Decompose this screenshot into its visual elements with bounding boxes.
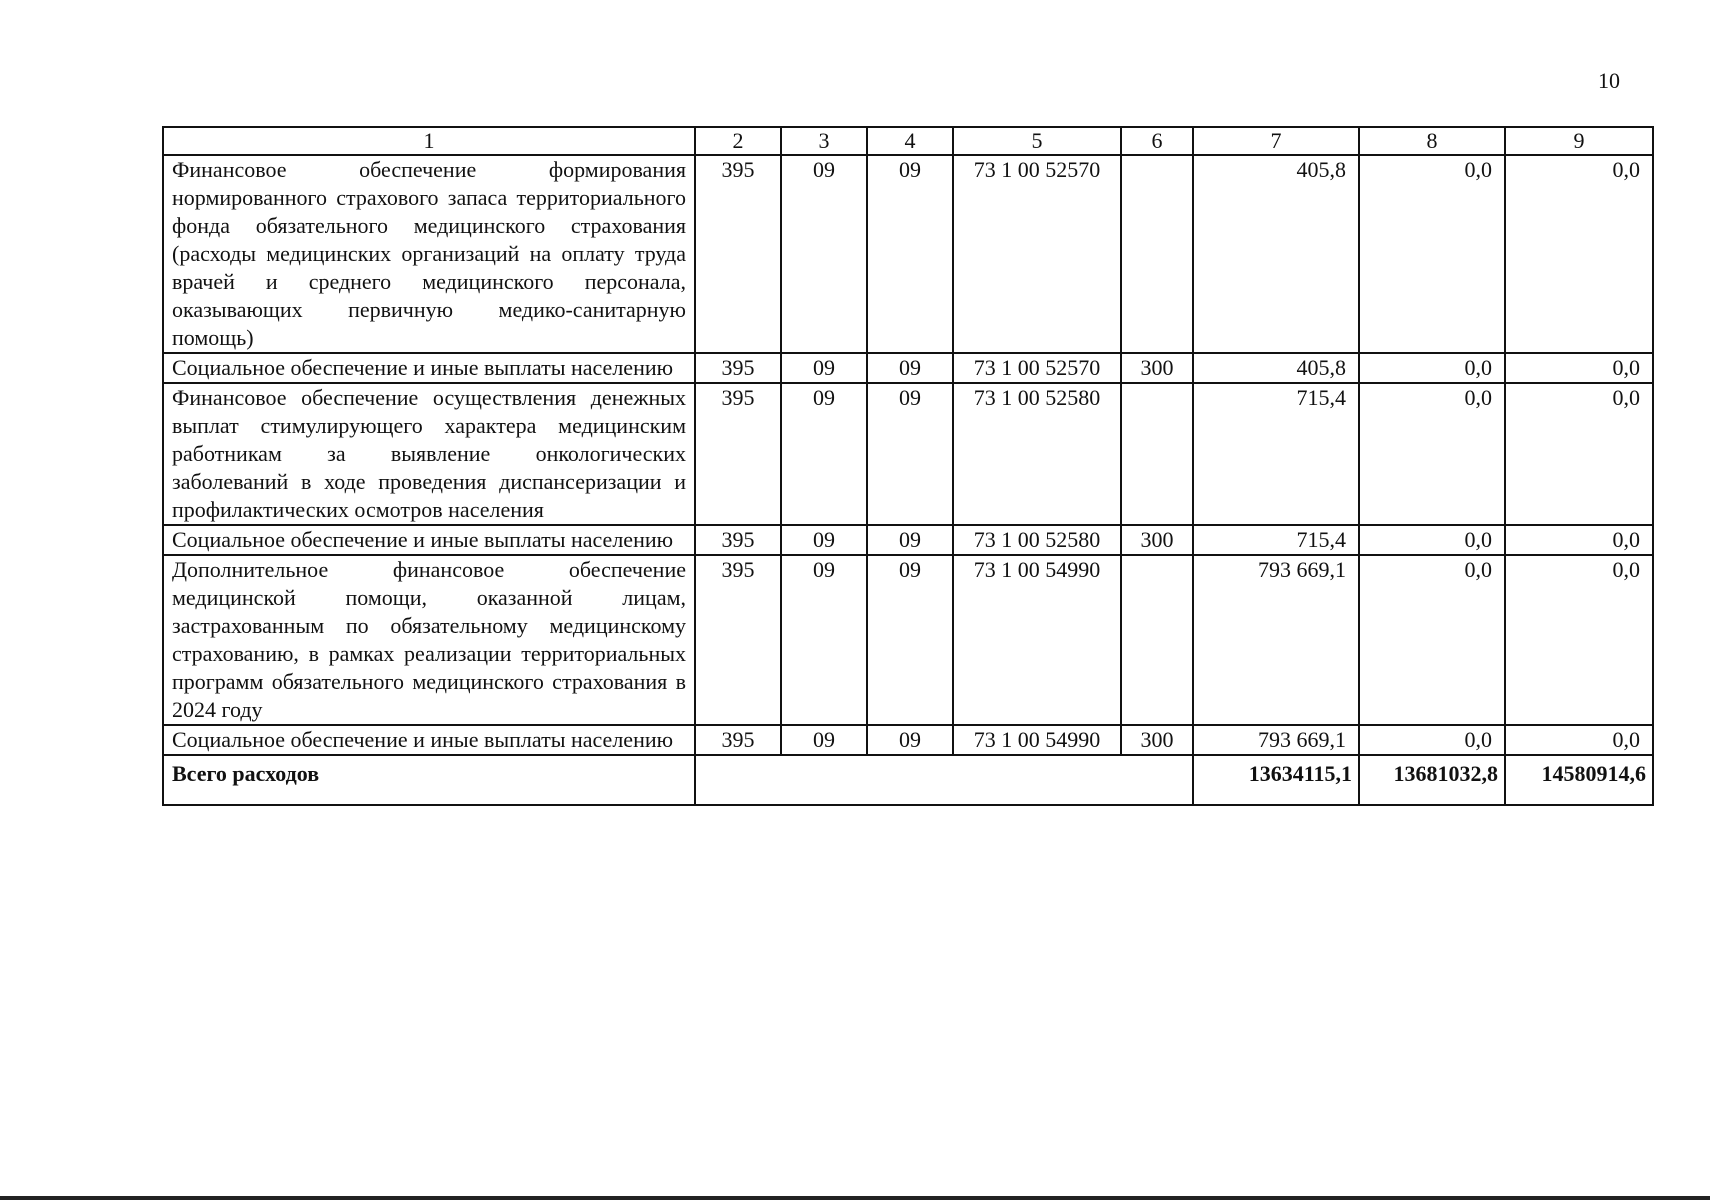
target-item-code: 73 1 00 54990	[953, 725, 1121, 755]
target-item-code: 73 1 00 52570	[953, 155, 1121, 353]
expense-type-code	[1121, 555, 1193, 725]
total-col8: 13681032,8	[1359, 755, 1505, 805]
column-header: 9	[1505, 127, 1653, 155]
column-header: 8	[1359, 127, 1505, 155]
total-label: Всего расходов	[163, 755, 695, 805]
total-empty-span	[695, 755, 1193, 805]
page-number: 10	[1598, 68, 1620, 93]
table-row	[163, 555, 1653, 725]
expense-type-code	[1121, 155, 1193, 353]
expense-name: Социальное обеспечение и иные выплаты населению	[163, 525, 695, 555]
column-header: 7	[1193, 127, 1359, 155]
expense-name: Финансовое обеспечение формирования нормированного страхового запаса территориального фонда обязательного медицинского страхования (расходы медицинских организаций на оплату труда врачей и среднего медицинского персонала, оказывающих первичную медико-санитарную помощь)	[163, 155, 695, 353]
amount-col7: 405,8	[1193, 353, 1359, 383]
column-header: 6	[1121, 127, 1193, 155]
ministry-code: 395	[695, 383, 781, 525]
section-code: 09	[781, 725, 867, 755]
subsection-code: 09	[867, 155, 953, 353]
target-item-code: 73 1 00 52570	[953, 353, 1121, 383]
expense-type-code: 300	[1121, 353, 1193, 383]
amount-col8: 0,0	[1359, 525, 1505, 555]
column-header: 5	[953, 127, 1121, 155]
amount-col8: 0,0	[1359, 383, 1505, 525]
total-row	[163, 755, 1653, 805]
amount-col9: 0,0	[1505, 353, 1653, 383]
table-row	[163, 383, 1653, 525]
section-code: 09	[781, 353, 867, 383]
subsection-code: 09	[867, 725, 953, 755]
expense-name: Дополнительное финансовое обеспечение медицинской помощи, оказанной лицам, застрахованным по обязательному медицинскому страхованию, в рамках реализации территориальных программ обязательного медицинского страхования в 2024 году	[163, 555, 695, 725]
section-code: 09	[781, 155, 867, 353]
scan-edge-line	[0, 1196, 1710, 1200]
subsection-code: 09	[867, 353, 953, 383]
expense-type-code: 300	[1121, 725, 1193, 755]
column-header: 1	[163, 127, 695, 155]
ministry-code: 395	[695, 725, 781, 755]
amount-col9: 0,0	[1505, 725, 1653, 755]
section-code: 09	[781, 555, 867, 725]
amount-col8: 0,0	[1359, 555, 1505, 725]
amount-col7: 715,4	[1193, 383, 1359, 525]
amount-col8: 0,0	[1359, 155, 1505, 353]
subsection-code: 09	[867, 525, 953, 555]
table-row	[163, 725, 1653, 755]
amount-col8: 0,0	[1359, 353, 1505, 383]
total-col9: 14580914,6	[1505, 755, 1653, 805]
expense-name: Социальное обеспечение и иные выплаты населению	[163, 725, 695, 755]
amount-col9: 0,0	[1505, 383, 1653, 525]
table-row	[163, 353, 1653, 383]
amount-col7: 793 669,1	[1193, 725, 1359, 755]
total-col7: 13634115,1	[1193, 755, 1359, 805]
budget-expenditure-table	[162, 126, 1654, 806]
amount-col7: 793 669,1	[1193, 555, 1359, 725]
table-row	[163, 525, 1653, 555]
ministry-code: 395	[695, 353, 781, 383]
ministry-code: 395	[695, 155, 781, 353]
amount-col9: 0,0	[1505, 155, 1653, 353]
expense-type-code: 300	[1121, 525, 1193, 555]
ministry-code: 395	[695, 555, 781, 725]
table-row	[163, 155, 1653, 353]
expense-type-code	[1121, 383, 1193, 525]
target-item-code: 73 1 00 52580	[953, 383, 1121, 525]
expense-name: Социальное обеспечение и иные выплаты населению	[163, 353, 695, 383]
ministry-code: 395	[695, 525, 781, 555]
column-header: 2	[695, 127, 781, 155]
column-header: 3	[781, 127, 867, 155]
amount-col8: 0,0	[1359, 725, 1505, 755]
column-header: 4	[867, 127, 953, 155]
expense-name: Финансовое обеспечение осуществления денежных выплат стимулирующего характера медицинским работникам за выявление онкологических заболеваний в ходе проведения диспансеризации и профилактических осмотров населения	[163, 383, 695, 525]
amount-col7: 715,4	[1193, 525, 1359, 555]
target-item-code: 73 1 00 52580	[953, 525, 1121, 555]
column-number-row	[163, 127, 1653, 155]
amount-col9: 0,0	[1505, 555, 1653, 725]
section-code: 09	[781, 383, 867, 525]
section-code: 09	[781, 525, 867, 555]
subsection-code: 09	[867, 555, 953, 725]
subsection-code: 09	[867, 383, 953, 525]
amount-col9: 0,0	[1505, 525, 1653, 555]
amount-col7: 405,8	[1193, 155, 1359, 353]
target-item-code: 73 1 00 54990	[953, 555, 1121, 725]
